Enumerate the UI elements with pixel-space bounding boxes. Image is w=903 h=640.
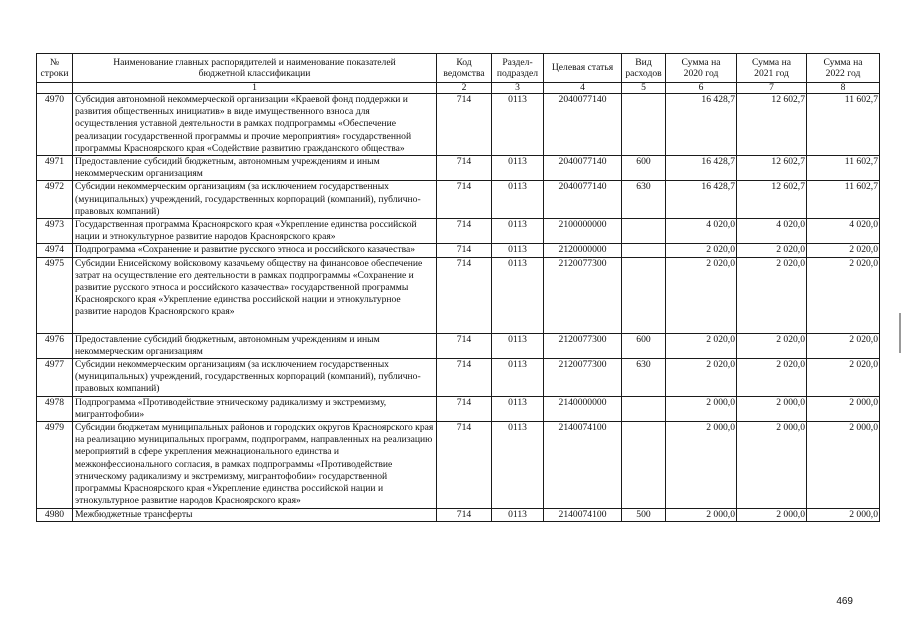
row-number: 4970 [37,94,73,156]
header-sum-2020: Сумма на 2020 год [666,54,737,83]
column-number [37,83,73,94]
row-department-code: 714 [437,333,492,358]
row-sum-2022: 2 020,0 [807,359,880,397]
column-number: 8 [807,83,880,94]
row-section: 0113 [492,181,544,219]
budget-table [36,53,880,522]
row-sum-2021: 2 000,0 [737,508,807,521]
row-expense-kind: 630 [622,359,666,397]
row-expense-kind [622,257,666,333]
table-row [37,244,880,257]
row-expense-kind [622,422,666,508]
row-sum-2021: 2 020,0 [737,244,807,257]
row-sum-2021: 2 000,0 [737,396,807,421]
row-department-code: 714 [437,257,492,333]
row-target-item: 2120077300 [544,257,622,333]
header-expense-kind: Вид расходов [622,54,666,83]
header-department-code: Код ведомства [437,54,492,83]
table-row [37,396,880,421]
row-target-item: 2120000000 [544,244,622,257]
row-name: Субсидии Енисейскому войсковому казачьему обществу на финансовое обеспечение затрат на осуществление его деятельности в рамках подпрограммы «Сохранение и развитие русского этноса и российского казачества» государственной программы Красноярского края «Укрепление единства российской нации и этнокультурное развитие народов Красноярского края» [73,257,437,333]
row-name: Государственная программа Красноярского края «Укрепление единства российской нации и этнокультурное развитие народов Красноярского края» [73,219,437,244]
row-department-code: 714 [437,422,492,508]
table-row [37,359,880,397]
row-sum-2022: 2 020,0 [807,257,880,333]
table-row [37,94,880,156]
row-sum-2021: 12 602,7 [737,181,807,219]
row-number: 4971 [37,156,73,181]
row-target-item: 2140074100 [544,422,622,508]
row-expense-kind: 500 [622,508,666,521]
row-target-item: 2100000000 [544,219,622,244]
row-target-item: 2140000000 [544,396,622,421]
row-sum-2020: 2 020,0 [666,244,737,257]
row-sum-2020: 16 428,7 [666,181,737,219]
row-name: Субсидии некоммерческим организациям (за исключением государственных (муниципальных) учреждений, государственных корпораций (компаний), публично-правовых компаний) [73,359,437,397]
header-sum-2022: Сумма на 2022 год [807,54,880,83]
row-section: 0113 [492,244,544,257]
row-department-code: 714 [437,396,492,421]
row-sum-2022: 11 602,7 [807,156,880,181]
row-sum-2020: 2 000,0 [666,508,737,521]
row-target-item: 2040077140 [544,181,622,219]
row-sum-2020: 2 000,0 [666,396,737,421]
row-name: Подпрограмма «Сохранение и развитие русского этноса и российского казачества» [73,244,437,257]
row-target-item: 2120077300 [544,359,622,397]
table-row [37,422,880,508]
row-name: Межбюджетные трансферты [73,508,437,521]
header-target-item: Целевая статья [544,54,622,83]
row-sum-2022: 2 000,0 [807,396,880,421]
row-name: Субсидия автономной некоммерческой организации «Краевой фонд поддержки и развития общественных инициатив» в виде имущественного взноса для осуществления уставной деятельности в рамках подпрограммы «Обеспечение реализации государственной программы и прочие мероприятия» государственной программы Красноярского края «Содействие развитию гражданского общества» [73,94,437,156]
column-number: 3 [492,83,544,94]
row-sum-2021: 2 020,0 [737,333,807,358]
row-number: 4972 [37,181,73,219]
row-sum-2022: 2 000,0 [807,508,880,521]
row-target-item: 2120077300 [544,333,622,358]
table-header-row [37,54,880,83]
row-number: 4973 [37,219,73,244]
row-sum-2020: 2 000,0 [666,422,737,508]
row-sum-2021: 2 000,0 [737,422,807,508]
row-sum-2021: 4 020,0 [737,219,807,244]
header-section: Раздел- подраздел [492,54,544,83]
row-sum-2020: 16 428,7 [666,94,737,156]
row-number: 4975 [37,257,73,333]
row-sum-2020: 16 428,7 [666,156,737,181]
column-number: 4 [544,83,622,94]
row-expense-kind [622,94,666,156]
table-row [37,181,880,219]
row-department-code: 714 [437,94,492,156]
row-section: 0113 [492,219,544,244]
row-name: Предоставление субсидий бюджетным, автономным учреждениям и иным некоммерческим организациям [73,156,437,181]
row-name: Подпрограмма «Противодействие этническому радикализму и экстремизму, мигрантофобии» [73,396,437,421]
header-sum-2021: Сумма на 2021 год [737,54,807,83]
row-expense-kind [622,396,666,421]
row-department-code: 714 [437,508,492,521]
row-expense-kind: 630 [622,181,666,219]
column-number: 5 [622,83,666,94]
table-row [37,257,880,333]
row-name: Субсидии некоммерческим организациям (за исключением государственных (муниципальных) учреждений, государственных корпораций (компаний), публично-правовых компаний) [73,181,437,219]
column-number: 1 [73,83,437,94]
row-name: Субсидии бюджетам муниципальных районов и городских округов Красноярского края на реализацию муниципальных программ, подпрограмм, направленных на реализацию мероприятий в сфере укрепления межнационального единства и межконфессионального согласия, в рамках подпрограммы «Противодействие этническому радикализму и экстремизму, мигрантофобии» государственной программы Красноярского края «Укрепление единства российской нации и этнокультурное развитие народов Красноярского края» [73,422,437,508]
row-number: 4974 [37,244,73,257]
row-sum-2021: 2 020,0 [737,257,807,333]
row-sum-2022: 4 020,0 [807,219,880,244]
row-target-item: 2040077140 [544,156,622,181]
table-row [37,156,880,181]
row-number: 4977 [37,359,73,397]
table-row [37,333,880,358]
row-sum-2021: 12 602,7 [737,156,807,181]
row-sum-2022: 2 000,0 [807,422,880,508]
row-number: 4979 [37,422,73,508]
row-section: 0113 [492,94,544,156]
row-sum-2021: 2 020,0 [737,359,807,397]
table-row [37,508,880,521]
row-sum-2022: 11 602,7 [807,181,880,219]
row-expense-kind [622,219,666,244]
row-department-code: 714 [437,181,492,219]
row-department-code: 714 [437,244,492,257]
row-sum-2020: 2 020,0 [666,257,737,333]
column-number: 2 [437,83,492,94]
row-number: 4978 [37,396,73,421]
row-name: Предоставление субсидий бюджетным, автономным учреждениям и иным некоммерческим организациям [73,333,437,358]
header-name: Наименование главных распорядителей и наименование показателей бюджетной классификации [73,54,437,83]
row-section: 0113 [492,508,544,521]
row-section: 0113 [492,333,544,358]
column-number: 6 [666,83,737,94]
row-number: 4980 [37,508,73,521]
row-expense-kind: 600 [622,333,666,358]
row-expense-kind [622,244,666,257]
row-sum-2022: 2 020,0 [807,244,880,257]
row-sum-2021: 12 602,7 [737,94,807,156]
row-section: 0113 [492,422,544,508]
row-section: 0113 [492,257,544,333]
row-number: 4976 [37,333,73,358]
row-sum-2022: 11 602,7 [807,94,880,156]
row-sum-2022: 2 020,0 [807,333,880,358]
page-number: 469 [836,596,853,607]
column-number-row [37,83,880,94]
table-row [37,219,880,244]
row-section: 0113 [492,156,544,181]
header-row-number: № строки [37,54,73,83]
row-department-code: 714 [437,219,492,244]
row-expense-kind: 600 [622,156,666,181]
row-sum-2020: 2 020,0 [666,359,737,397]
row-department-code: 714 [437,359,492,397]
row-section: 0113 [492,359,544,397]
row-sum-2020: 2 020,0 [666,333,737,358]
column-number: 7 [737,83,807,94]
row-target-item: 2140074100 [544,508,622,521]
row-department-code: 714 [437,156,492,181]
row-section: 0113 [492,396,544,421]
scan-edge-mark [899,313,901,353]
row-sum-2020: 4 020,0 [666,219,737,244]
row-target-item: 2040077140 [544,94,622,156]
